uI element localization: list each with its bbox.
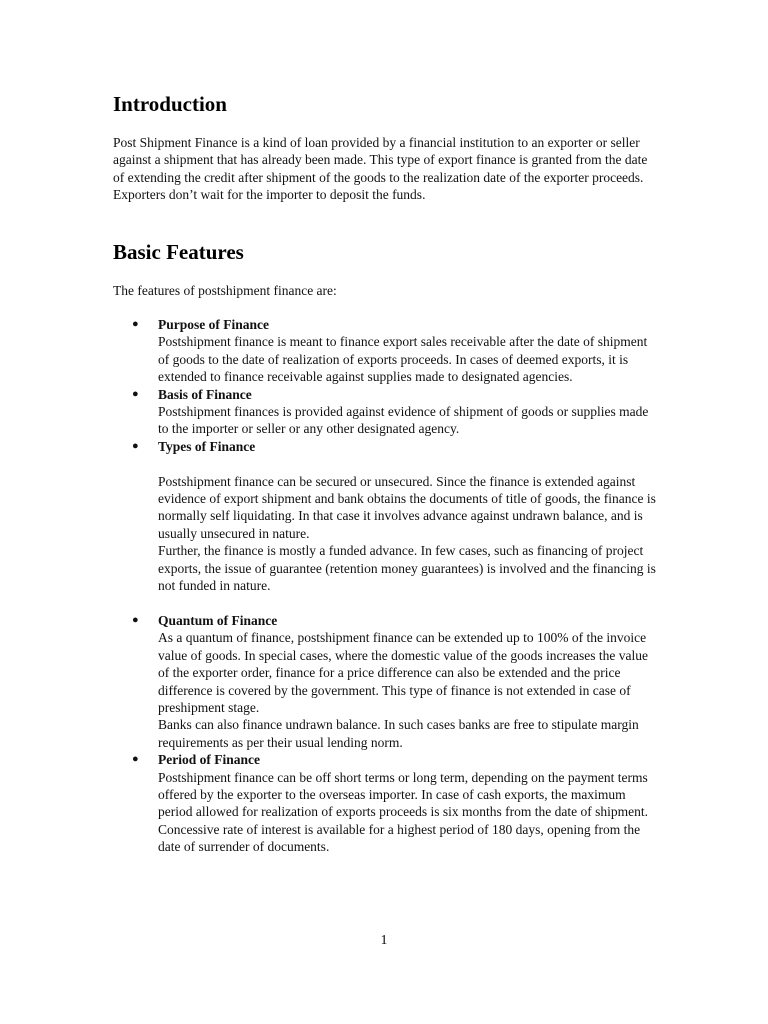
intro-paragraph: Post Shipment Finance is a kind of loan provided by a financial institution to an exporter or seller against a shipment that has already been made. This type of export finance is granted from the date of extending the credit after shipment of the goods to the realization date of the exporter proceeds. Exporters don’t wait for the importer to deposit the funds. [113,135,648,203]
bullet-icon: ● [132,613,139,626]
item-text: Postshipment finance is meant to finance export sales receivable after the date of shipment of goods to the date of realization of exports proceeds. In cases of deemed exports, it is extended to finance receivable against supplies made to designated agencies. [158,334,648,385]
item-title: Period of Finance [158,752,260,768]
item-text-continued: Banks can also finance undrawn balance. In such cases banks are free to stipulate margin requirements as per their usual lending norm. [158,717,639,750]
item-text: Postshipment finance can be secured or unsecured. Since the finance is extended against evidence of export shipment and bank obtains the documents of title of goods, the finance is normally self liquidating. In that case it involves advance against undrawn balance, and is usually unsecured in nature. [158,473,656,541]
bullet-icon: ● [132,318,139,330]
features-heading: Basic Features [113,240,244,264]
item-text: As a quantum of finance, postshipment finance can be extended up to 100% of the invoice value of goods. In special cases, where the domestic value of the goods increases the value of the exporter order, finance for a price difference can also be extended and the price difference is covered by the government. This type of finance is not extended in case of preshipment stage. [158,630,648,715]
bullet-icon: ● [132,387,139,400]
item-title: Basis of Finance [158,386,252,402]
page-number: 1 [380,932,388,947]
list-item [113,612,658,751]
list-item [113,438,658,612]
bullet-icon: ● [132,753,139,766]
item-text-continued: Further, the finance is mostly a funded advance. In few cases, such as financing of project exports, the issue of guarantee (retention money guarantees) is involved and the financing is not funded in nature. [158,543,656,594]
item-title: Types of Finance [158,438,256,454]
list-item [113,751,658,855]
item-title: Purpose of Finance [158,317,269,332]
item-text: Postshipment finance can be off short terms or long term, depending on the payment terms offered by the exporter to the overseas importer. In case of cash exports, the maximum period allowed for realization of exports proceeds is six months from the date of shipment. Concessive rate of interest is available for a highest period of 180 days, opening from the date of surrender of documents. [158,769,648,855]
features-list [113,316,658,856]
list-item [113,316,658,386]
features-lead: The features of postshipment finance are: [113,283,337,298]
item-text: Postshipment finances is provided against evidence of shipment of goods or supplies made to the importer or seller or any other designated agency. [158,404,649,437]
item-title: Quantum of Finance [158,612,278,628]
bullet-icon: ● [132,439,139,452]
intro-heading: Introduction [113,92,227,116]
list-item [113,386,658,438]
